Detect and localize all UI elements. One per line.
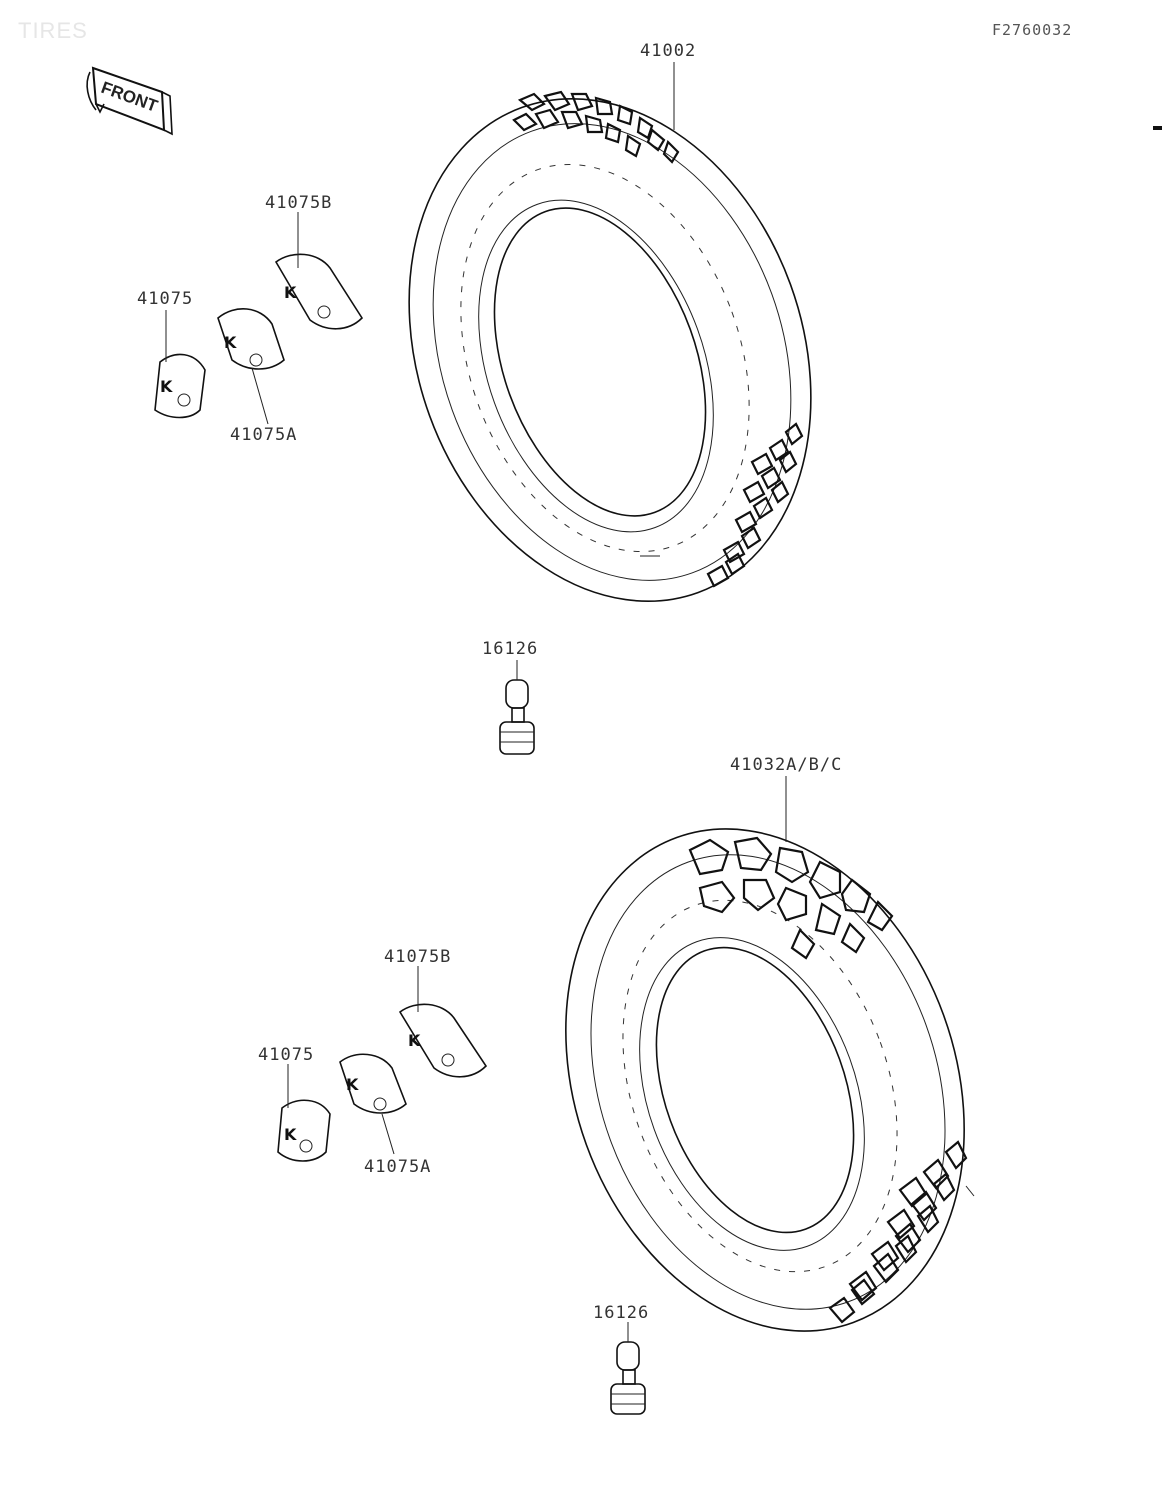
section-title: TIRES	[18, 18, 88, 43]
label-41075b-lower: 41075B	[384, 947, 452, 967]
drawing-code: F2760032	[992, 21, 1073, 39]
front-arrow-icon	[87, 68, 172, 134]
valve-16126-lower	[611, 1342, 645, 1414]
label-41075b-upper: 41075B	[265, 193, 333, 213]
tire-41002	[341, 42, 878, 658]
svg-text:K: K	[346, 1075, 359, 1094]
valve-16126-upper	[500, 680, 534, 754]
label-41075a-upper: 41075A	[230, 425, 298, 445]
svg-text:K: K	[284, 283, 297, 302]
svg-text:K: K	[224, 333, 237, 352]
label-41032abc: 41032A/B/C	[730, 755, 843, 775]
svg-text:K: K	[160, 377, 173, 396]
tire-41032abc	[498, 773, 1032, 1388]
weight-41075b-upper	[276, 254, 362, 328]
weight-41075a-lower	[340, 1054, 406, 1113]
edge-mark	[1153, 126, 1162, 130]
leader-41075a-upper	[252, 368, 268, 424]
label-16126-lower: 16126	[593, 1303, 650, 1323]
svg-text:K: K	[284, 1125, 297, 1144]
weight-41075a-upper	[218, 309, 284, 369]
label-41075-lower: 41075	[258, 1045, 315, 1065]
label-16126-upper: 16126	[482, 639, 539, 659]
svg-text:K: K	[408, 1031, 421, 1050]
weight-41075b-lower	[400, 1004, 486, 1076]
weight-41075-upper	[155, 354, 205, 417]
label-41075-upper: 41075	[137, 289, 194, 309]
label-41075a-lower: 41075A	[364, 1157, 432, 1177]
leader-41075a-lower	[382, 1114, 394, 1154]
weight-41075-lower	[278, 1100, 330, 1161]
label-41002: 41002	[640, 41, 697, 61]
front-label: FRONT	[98, 77, 161, 116]
